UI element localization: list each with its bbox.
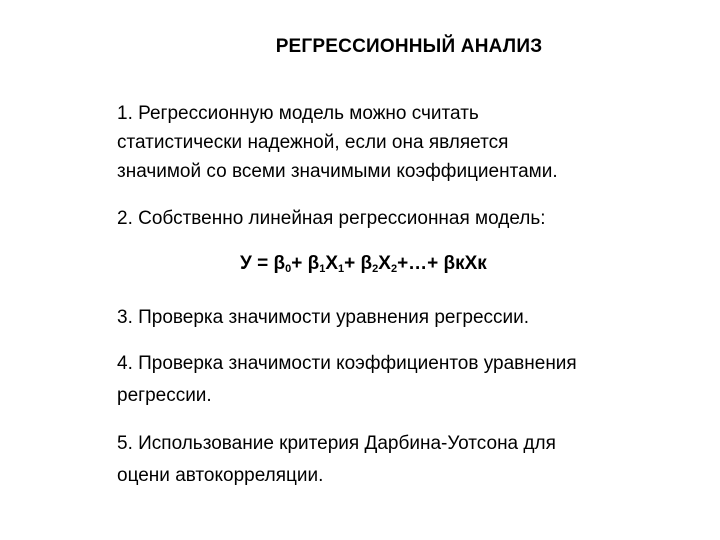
list-item-5 bbox=[117, 428, 677, 492]
list-item-3 bbox=[117, 304, 677, 332]
item-4-line-1: 4. Проверка значимости коэффициентов уравнения bbox=[117, 353, 577, 374]
formula-x-2-sub: 2 bbox=[390, 263, 398, 275]
item-1-line-3: значимой со всеми значимыми коэффициентами. bbox=[117, 161, 558, 182]
formula-beta-0-sub: 0 bbox=[285, 263, 292, 275]
formula-plus-2: + bbox=[344, 253, 361, 274]
formula-beta-1-sub: 1 bbox=[319, 263, 326, 275]
formula-plus-1: + bbox=[291, 253, 308, 274]
formula-x-2: Х bbox=[378, 253, 391, 274]
item-1-line-1: 1. Регрессионную модель можно считать bbox=[117, 103, 479, 124]
formula-beta-1: β bbox=[307, 253, 320, 274]
item-2-line-1: 2. Собственно линейная регрессионная модель: bbox=[117, 208, 546, 229]
formula-beta-2-sub: 2 bbox=[372, 263, 379, 275]
item-1-line-2: статистически надежной, если она является bbox=[117, 132, 509, 153]
item-5-line-1: 5. Использование критерия Дарбина-Уотсона для bbox=[117, 433, 556, 454]
formula-tail: +…+ βкХк bbox=[397, 253, 487, 274]
regression-formula bbox=[240, 253, 487, 275]
list-item-4 bbox=[117, 348, 677, 412]
item-5-line-2: оцени автокорреляции. bbox=[117, 465, 324, 486]
formula-x-1-sub: 1 bbox=[338, 263, 345, 275]
formula-beta-2: β bbox=[360, 253, 373, 274]
formula-lhs: У = bbox=[240, 253, 274, 274]
formula-x-1: Х bbox=[325, 253, 339, 274]
item-3-line-1: 3. Проверка значимости уравнения регрессии. bbox=[117, 307, 530, 328]
formula-beta-0: β bbox=[273, 253, 286, 274]
slide-title: РЕГРЕССИОННЫЙ АНАЛИЗ bbox=[275, 36, 543, 57]
item-4-line-2: регрессии. bbox=[117, 385, 212, 406]
list-item-1 bbox=[117, 99, 677, 186]
list-item-2 bbox=[117, 205, 677, 233]
